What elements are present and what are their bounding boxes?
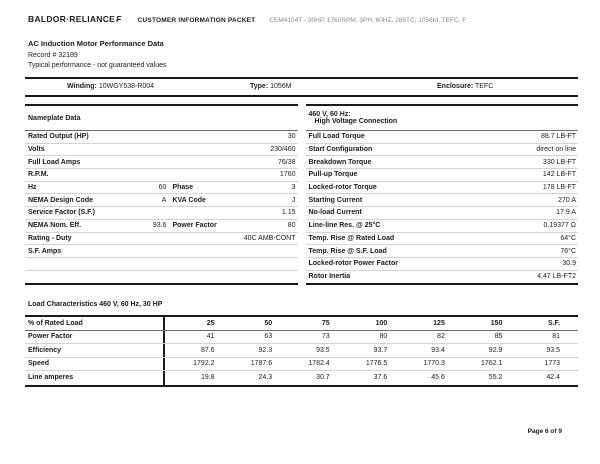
load-row-label: Line amperes bbox=[25, 371, 165, 385]
load-row-value: 63 bbox=[264, 333, 273, 341]
load-row-value: 93.4 bbox=[431, 346, 445, 354]
hv-title-line1: 460 V, 60 Hz: bbox=[308, 111, 351, 118]
row-label: Service Factor (S.F.) bbox=[28, 209, 95, 217]
row-value: direct on line bbox=[536, 146, 576, 154]
load-header-cell: 150 bbox=[490, 319, 503, 327]
row-label: Phase bbox=[172, 184, 194, 192]
row-value: 178 LB-FT bbox=[542, 184, 576, 192]
hv-connection-row bbox=[306, 220, 579, 233]
record-number: Record # 32189 bbox=[28, 52, 78, 59]
row-label: Rated Output (HP) bbox=[28, 133, 89, 141]
winding-label: Winding: bbox=[67, 83, 97, 90]
enclosure-field bbox=[437, 79, 493, 95]
row-label: R.P.M. bbox=[28, 171, 49, 179]
row-value: 1760 bbox=[279, 171, 296, 179]
row-second-pair bbox=[172, 197, 295, 204]
nameplate-row bbox=[25, 245, 298, 258]
load-header-cell: 25 bbox=[206, 319, 215, 327]
row-value: J bbox=[292, 196, 296, 204]
nameplate-row bbox=[25, 131, 298, 144]
hv-connection-row bbox=[306, 131, 579, 144]
load-table-row bbox=[25, 344, 578, 358]
title-block bbox=[28, 39, 167, 71]
row-label: NEMA Nom. Eff. bbox=[28, 222, 82, 230]
enclosure-label: Enclosure: bbox=[437, 83, 474, 90]
row-label: Temp. Rise @ Rated Load bbox=[308, 234, 395, 242]
model-description: CEM4104T - 30HP, 1760RPM, 3PH, 60HZ, 286TC, 1056M, TEFC, F bbox=[269, 17, 467, 24]
row-value: 17.9 A bbox=[556, 209, 576, 217]
row-value: A bbox=[161, 196, 167, 204]
load-row-value: 1776.5 bbox=[365, 360, 388, 368]
row-label: NEMA Design Code bbox=[28, 196, 94, 204]
load-row-value: 1770.3 bbox=[423, 360, 445, 368]
load-row-value: 1782.4 bbox=[308, 360, 330, 368]
nameplate-row bbox=[25, 194, 298, 207]
row-label: Locked-rotor Power Factor bbox=[308, 260, 398, 268]
hv-connection-rows bbox=[306, 131, 579, 283]
load-row-value: 93.5 bbox=[546, 346, 560, 354]
hv-connection-row bbox=[306, 245, 579, 258]
nameplate-title: Nameplate Data bbox=[28, 114, 81, 122]
hv-connection-row bbox=[306, 207, 579, 220]
load-table-row bbox=[25, 331, 578, 345]
load-row-value: 93.7 bbox=[373, 346, 388, 354]
row-second-pair bbox=[172, 222, 295, 229]
type-field bbox=[250, 79, 292, 95]
load-header-label: % of Rated Load bbox=[25, 317, 165, 330]
logo-text: BALDOR·RELIANCE bbox=[28, 14, 116, 24]
load-row-value: 41 bbox=[206, 333, 215, 341]
document-header bbox=[28, 14, 580, 24]
load-row-value: 92.3 bbox=[258, 346, 273, 354]
row-label: Locked-rotor Torque bbox=[308, 184, 377, 192]
load-row-value: 24.3 bbox=[258, 374, 273, 382]
load-row-value: 1787.6 bbox=[250, 360, 273, 368]
row-value: 76°C bbox=[560, 247, 576, 255]
load-row-value: 87.6 bbox=[200, 346, 215, 354]
hv-connection-row bbox=[306, 144, 579, 157]
type-label: Type: bbox=[250, 83, 269, 90]
nameplate-row bbox=[25, 169, 298, 182]
row-label: Breakdown Torque bbox=[308, 158, 372, 166]
row-value: 76/38 bbox=[277, 158, 296, 166]
hv-connection-row bbox=[306, 169, 579, 182]
winding-field bbox=[67, 79, 154, 95]
row-label: S.F. Amps bbox=[28, 247, 62, 255]
row-value: 80 bbox=[287, 222, 296, 230]
hv-connection-row bbox=[306, 233, 579, 246]
load-row-value: 55.2 bbox=[488, 374, 503, 382]
load-row-value: 93.5 bbox=[316, 346, 330, 354]
nameplate-table bbox=[25, 104, 298, 285]
row-value: 64°C bbox=[560, 234, 576, 242]
hv-connection-row bbox=[306, 194, 579, 207]
row-value: 93.6 bbox=[152, 222, 167, 230]
row-value: 0.19377 Ω bbox=[543, 222, 576, 230]
row-label: Temp. Rise @ S.F. Load bbox=[308, 247, 387, 255]
load-characteristics-title: Load Characteristics 460 V, 60 Hz, 30 HP bbox=[28, 301, 163, 308]
nameplate-row bbox=[25, 207, 298, 220]
load-table-row bbox=[25, 371, 578, 385]
load-row-label: Efficiency bbox=[25, 344, 165, 357]
hv-connection-header bbox=[306, 106, 579, 131]
nameplate-columns bbox=[25, 104, 578, 285]
row-value: 330 LB-FT bbox=[542, 158, 576, 166]
enclosure-value: TEFC bbox=[475, 83, 494, 90]
load-row-value: 73 bbox=[321, 333, 330, 341]
row-value: 142 LB-FT bbox=[542, 171, 576, 179]
load-row-value: 19.8 bbox=[200, 374, 215, 382]
row-value: 30 bbox=[287, 133, 296, 141]
hv-title-line2: High Voltage Connection bbox=[314, 118, 398, 125]
nameplate-row bbox=[25, 156, 298, 169]
load-header-cell: 75 bbox=[321, 319, 330, 327]
load-row-label: Speed bbox=[25, 358, 165, 371]
load-header-cell: 125 bbox=[433, 319, 445, 327]
row-label: Rotor Inertia bbox=[308, 273, 351, 281]
nameplate-row bbox=[25, 271, 298, 284]
type-value: 1056M bbox=[270, 83, 292, 90]
hv-connection-row bbox=[306, 156, 579, 169]
logo-f-mark: F bbox=[116, 14, 122, 24]
row-value: 1.15 bbox=[281, 209, 296, 217]
hv-connection-table bbox=[306, 104, 579, 285]
load-header-cell: 100 bbox=[375, 319, 388, 327]
load-row-value: 85 bbox=[494, 333, 503, 341]
row-label: Pull-up Torque bbox=[308, 171, 358, 179]
row-value: 270 A bbox=[558, 196, 576, 204]
hv-connection-row bbox=[306, 258, 579, 271]
performance-note: Typical performance - not guaranteed values bbox=[28, 62, 167, 69]
row-label: Full Load Amps bbox=[28, 158, 81, 166]
load-header-cell: S.F. bbox=[547, 319, 560, 327]
row-value: 60 bbox=[158, 184, 167, 192]
packet-title: CUSTOMER INFORMATION PACKET bbox=[137, 17, 256, 24]
nameplate-row bbox=[25, 258, 298, 271]
row-second-pair bbox=[172, 184, 295, 191]
load-row-value: 81 bbox=[552, 333, 560, 341]
row-label: Volts bbox=[28, 146, 45, 154]
row-value: 4.47 LB-FT2 bbox=[537, 273, 576, 281]
hv-connection-row bbox=[306, 182, 579, 195]
load-row-value: 45.6 bbox=[431, 374, 445, 382]
hv-connection-row bbox=[306, 271, 579, 284]
nameplate-row bbox=[25, 144, 298, 157]
row-value: 3 bbox=[291, 184, 296, 192]
load-row-value: 1762.1 bbox=[481, 360, 503, 368]
load-row-value: 92.9 bbox=[488, 346, 503, 354]
nameplate-rows bbox=[25, 131, 298, 283]
row-label: Rating - Duty bbox=[28, 234, 72, 242]
row-label: Full Load Torque bbox=[308, 133, 365, 141]
row-label: Starting Current bbox=[308, 196, 363, 204]
load-row-value: 1773 bbox=[544, 360, 560, 368]
row-label: KVA Code bbox=[172, 196, 206, 204]
load-row-value: 42.4 bbox=[546, 374, 560, 382]
row-value: 40C AMB-CONT bbox=[243, 234, 296, 242]
winding-value: 10WGY538-R004 bbox=[98, 83, 155, 90]
load-row-value: 37.6 bbox=[373, 374, 388, 382]
load-characteristics-table bbox=[25, 315, 578, 387]
page-title: AC Induction Motor Performance Data bbox=[28, 39, 164, 48]
load-row-value: 82 bbox=[437, 333, 445, 341]
row-label: Hz bbox=[28, 184, 37, 192]
row-label: No-load Current bbox=[308, 209, 362, 217]
load-table-header-row bbox=[25, 317, 578, 331]
nameplate-row bbox=[25, 220, 298, 233]
page-number: Page 6 of 9 bbox=[527, 428, 562, 435]
load-table-row bbox=[25, 358, 578, 372]
load-row-value: 1792.2 bbox=[193, 360, 215, 368]
nameplate-header bbox=[25, 106, 298, 131]
row-value: 230/460 bbox=[270, 146, 296, 154]
row-label: Line-line Res. @ 25°C bbox=[308, 222, 381, 230]
load-header-cell: 50 bbox=[264, 319, 273, 327]
baldor-reliance-logo bbox=[28, 14, 122, 24]
winding-info-bar bbox=[25, 77, 578, 97]
row-value: 88.7 LB-FT bbox=[540, 133, 576, 141]
nameplate-row bbox=[25, 182, 298, 195]
row-label: Start Configuration bbox=[308, 146, 373, 154]
row-value: 30.9 bbox=[562, 260, 576, 268]
load-row-value: 30.7 bbox=[316, 374, 330, 382]
nameplate-row bbox=[25, 233, 298, 246]
load-row-label: Power Factor bbox=[25, 331, 165, 344]
row-label: Power Factor bbox=[172, 222, 217, 230]
load-row-value: 80 bbox=[379, 333, 388, 341]
